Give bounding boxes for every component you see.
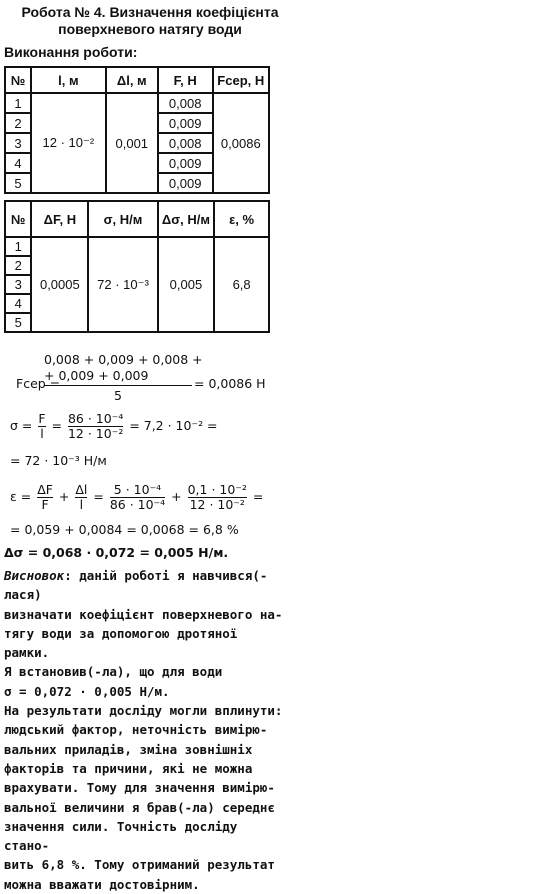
- col-sigma: σ, Н/м: [88, 201, 157, 237]
- col-delta-length: Δl, м: [106, 67, 158, 93]
- epsilon-value: 6,8: [214, 237, 269, 332]
- col-delta-force: ΔF, Н: [31, 201, 88, 237]
- row-number: 4: [5, 294, 31, 313]
- section-heading: Виконання роботи:: [4, 44, 138, 60]
- col-delta-sigma: Δσ, Н/м: [158, 201, 215, 237]
- force-value: 0,009: [158, 153, 213, 173]
- length-value: 12 · 10⁻²: [31, 93, 106, 193]
- sigma-value: 72 · 10⁻³: [88, 237, 157, 332]
- epsilon-formula: ε = $\frac{\Delta F}{F}$ + $\frac{\Delta l}{l}$ = $\frac{\text{5 · 10⁻⁴}}{\text{86 · 10⁻⁴}}$ + $\frac{\text{0,1 · 10⁻²}}{\text{12 · 10⁻²}}$ =: [10, 482, 264, 512]
- force-avg-value: 0,0086: [213, 93, 269, 193]
- delta-force-value: 0,0005: [31, 237, 88, 332]
- row-number: 5: [5, 173, 31, 193]
- delta-sigma-value: 0,005: [158, 237, 215, 332]
- col-length: l, м: [31, 67, 106, 93]
- row-number: 4: [5, 153, 31, 173]
- col-number: №: [5, 67, 31, 93]
- col-force: F, Н: [158, 67, 213, 93]
- measurements-table: [4, 66, 270, 194]
- row-number: 1: [5, 237, 31, 256]
- conclusion: Висновок: даній роботі я навчився(-лася) визначати коефіцієнт поверхневого на- тягу води за допомогою дротяної рамки. Я встановив(-ла), що для води σ = 0,072 · 0,005 Н/м. На результати досліду могли вплинути: людський фактор, неточність вимірю- вальних приладів, зміна зовнішніх факторів та причини, які не можна врахувати. Тому для значення вимірю- вальної величини я брав(-ла) середнє значення сили. Точність досліду стано- вить 6,8 %. Тому отриманий результат можна вважати достовірним.: [4, 568, 283, 892]
- force-value: 0,008: [158, 93, 213, 113]
- row-number: 2: [5, 256, 31, 275]
- sigma-formula: σ = $\frac{F}{l}$ = $\frac{\text{86 · 10⁻⁴}}{\text{12 · 10⁻²}}$ = 7,2 · 10⁻² =: [10, 411, 218, 441]
- row-number: 3: [5, 133, 31, 153]
- results-table: [4, 200, 270, 333]
- conclusion-label: Висновок: [4, 568, 65, 583]
- force-value: 0,009: [158, 113, 213, 133]
- sigma-result: = 72 · 10⁻³ Н/м: [10, 453, 107, 468]
- page-title: Робота № 4. Визначення коефіцієнта поверхневого натягу води: [21, 4, 279, 37]
- row-number: 1: [5, 93, 31, 113]
- force-value: 0,008: [158, 133, 213, 153]
- col-epsilon: ε, %: [214, 201, 269, 237]
- col-force-avg: Fсер, Н: [213, 67, 269, 93]
- row-number: 5: [5, 313, 31, 332]
- epsilon-result: = 0,059 + 0,0084 = 0,0068 = 6,8 %: [10, 522, 239, 537]
- row-number: 3: [5, 275, 31, 294]
- col-number: №: [5, 201, 31, 237]
- delta-length-value: 0,001: [106, 93, 158, 193]
- delta-sigma-result: Δσ = 0,068 · 0,072 = 0,005 Н/м.: [4, 545, 229, 560]
- row-number: 2: [5, 113, 31, 133]
- force-value: 0,009: [158, 173, 213, 193]
